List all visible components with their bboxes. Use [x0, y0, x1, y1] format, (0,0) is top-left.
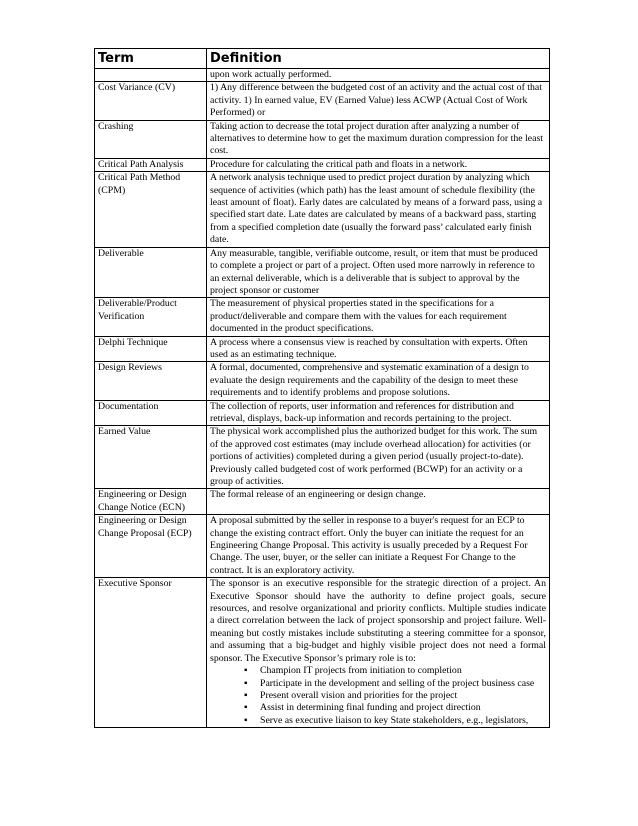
definition-cell: A formal, documented, comprehensive and systematic examination of a design to evaluate the design requirements and the capability of the design to meet these requirements and to identify problems and propose solutions.	[207, 362, 550, 400]
table-row	[95, 489, 550, 515]
term-cell: Engineering or Design Change Notice (ECN)	[95, 489, 207, 515]
list-item	[244, 690, 546, 702]
bullet-icon: ▪	[244, 689, 248, 701]
table-row	[95, 158, 550, 171]
table-row	[95, 336, 550, 362]
table-row	[95, 120, 550, 158]
list-item-text: Assist in determining final funding and project direction	[260, 702, 481, 714]
table-row	[95, 400, 550, 426]
term-cell: Design Reviews	[95, 362, 207, 400]
document-page	[94, 48, 549, 728]
list-item-text: Participate in the development and selling of the project business case	[260, 677, 535, 689]
term-cell: Deliverable/Product Verification	[95, 298, 207, 336]
term-cell: Critical Path Analysis	[95, 158, 207, 171]
term-cell: Deliverable	[95, 247, 207, 298]
definition-column-header: Definition	[207, 49, 550, 69]
list-item	[244, 678, 546, 690]
term-column-header: Term	[95, 49, 207, 69]
term-cell: Executive Sponsor	[95, 578, 207, 728]
table-row-executive-sponsor	[95, 578, 550, 728]
term-cell: Cost Variance (CV)	[95, 82, 207, 120]
definition-cell: A network analysis technique used to predict project duration by analyzing which sequence of activities (which path) has the least amount of schedule flexibility (the least amount of float). Early dates are calculated by means of a forward pass, using a specified start date. Late dates are calculated by means of a backward pass, starting from a specified completion date (usually the forward pass’ calculated early finish date.	[207, 172, 550, 247]
term-cell: Delphi Technique	[95, 336, 207, 362]
definition-cell: A proposal submitted by the seller in response to a buyer's request for an ECP to change the existing contract effort. Only the buyer can initiate the request for an Engineering Change Proposal. This activity is usually preceded by a Request For Change. The user, buyer, or the seller can initiate a Request For Change to the contract. It is an exploratory activity.	[207, 515, 550, 578]
term-cell: Crashing	[95, 120, 207, 158]
list-item-text: Serve as executive liaison to key State stakeholders, e.g., legislators,	[260, 714, 529, 726]
term-cell: Engineering or Design Change Proposal (ECP)	[95, 515, 207, 578]
list-item-text: Present overall vision and priorities for the project	[260, 689, 458, 701]
bullet-icon: ▪	[244, 665, 248, 677]
table-row	[95, 362, 550, 400]
bullet-icon: ▪	[244, 702, 248, 714]
definition-cell: The collection of reports, user information and references for distribution and retrieval, displays, back-up information and records pertaining to the project.	[207, 400, 550, 426]
definition-cell	[207, 578, 550, 728]
list-item	[244, 715, 546, 727]
term-cell: Earned Value	[95, 426, 207, 489]
definition-cell: Any measurable, tangible, verifiable outcome, result, or item that must be produced to complete a project or part of a project. Often used more narrowly in reference to an external deliverable, which is a deliverable that is subject to approval by the project sponsor or customer	[207, 247, 550, 298]
table-row	[95, 426, 550, 489]
list-item-text: Champion IT projects from initiation to completion	[260, 665, 462, 677]
table-row	[95, 172, 550, 247]
list-item	[244, 665, 546, 677]
table-header-row	[95, 49, 550, 69]
definition-cell: Taking action to decrease the total project duration after analyzing a number of alternatives to determine how to get the maximum duration compression for the least cost.	[207, 120, 550, 158]
sponsor-role-list	[210, 665, 546, 727]
definition-cell: upon work actually performed.	[207, 69, 550, 82]
definition-cell: 1) Any difference between the budgeted cost of an activity and the actual cost of that activity. 1) In earned value, EV (Earned Value) less ACWP (Actual Cost of Work Performed) or	[207, 82, 550, 120]
definition-cell: The physical work accomplished plus the authorized budget for this work. The sum of the approved cost estimates (may include overhead allocation) for activities (or portions of activities) completed during a given period (usually project-to-date). Previously called budgeted cost of work performed (BCWP) for an activity or a group of activities.	[207, 426, 550, 489]
list-item	[244, 702, 546, 714]
term-cell: Critical Path Method (CPM)	[95, 172, 207, 247]
definition-cell: The measurement of physical properties stated in the specifications for a product/deliverable and compare them with the values for each requirement documented in the product specifications.	[207, 298, 550, 336]
table-row	[95, 247, 550, 298]
glossary-table	[94, 48, 550, 728]
bullet-icon: ▪	[244, 677, 248, 689]
sponsor-definition-text: The sponsor is an executive responsible for the strategic direction of a project. An Executive Sponsor should have the authority to define project goals, secure resources, and resolve organizational and priority conflicts. Multiple studies indicate a direct correlation between the lack of project sponsorship and project failure. Well-meaning but costly mistakes include substituting a steering committee for a sponsor, and assuming that a big-budget and highly visible project does not need a formal sponsor. The Executive Sponsor’s primary role is to:	[210, 578, 546, 664]
term-cell: Documentation	[95, 400, 207, 426]
term-cell	[95, 69, 207, 82]
table-row	[95, 82, 550, 120]
definition-cell: Procedure for calculating the critical path and floats in a network.	[207, 158, 550, 171]
table-row	[95, 515, 550, 578]
table-row	[95, 69, 550, 82]
bullet-icon: ▪	[244, 714, 248, 726]
definition-cell: A process where a consensus view is reached by consultation with experts. Often used as an estimating technique.	[207, 336, 550, 362]
definition-cell: The formal release of an engineering or design change.	[207, 489, 550, 515]
table-row	[95, 298, 550, 336]
